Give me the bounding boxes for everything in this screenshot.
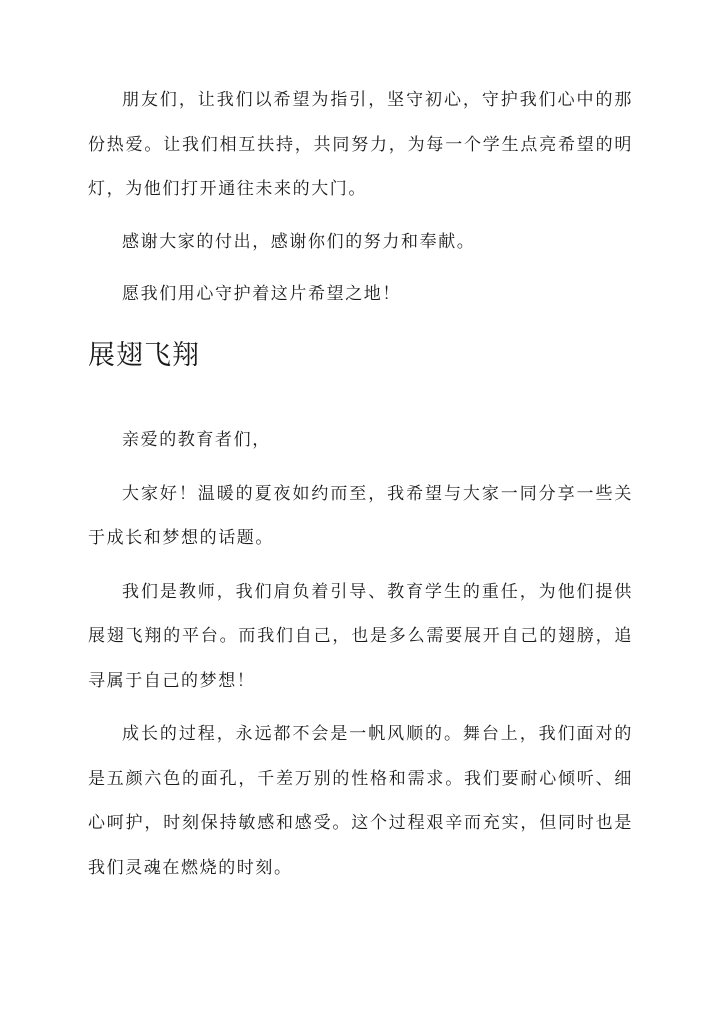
paragraph: 愿我们用心守护着这片希望之地！ — [122, 284, 401, 304]
paragraph: 我们是教师，我们肩负着引导、教育学生的重任，为他们提供展翅飞翔的平台。而我们自己，也是多么需要展开自己的翅膀，追寻属于自己的梦想！ — [88, 581, 633, 691]
paragraph: 朋友们，让我们以希望为指引，坚守初心，守护我们心中的那份热爱。让我们相互扶持，共同努力，为每一个学生点亮希望的明灯，为他们打开通往未来的大门。 — [88, 90, 633, 199]
closing-section — [88, 78, 633, 317]
speech-section — [88, 418, 633, 890]
section-heading: 展翅飞翔 — [88, 340, 200, 371]
paragraph: 亲爱的教育者们， — [122, 430, 271, 450]
paragraph: 大家好！温暖的夏夜如约而至，我希望与大家一同分享一些关于成长和梦想的话题。 — [88, 483, 633, 548]
paragraph: 成长的过程，永远都不会是一帆风顺的。舞台上，我们面对的是五颜六色的面孔，千差万别的性格和需求。我们要耐心倾听、细心呵护，时刻保持敏感和感受。这个过程艰辛而充实，但同时也是我们灵魂在燃烧的时刻。 — [88, 724, 633, 878]
paragraph: 感谢大家的付出，感谢你们的努力和奉献。 — [122, 231, 476, 252]
